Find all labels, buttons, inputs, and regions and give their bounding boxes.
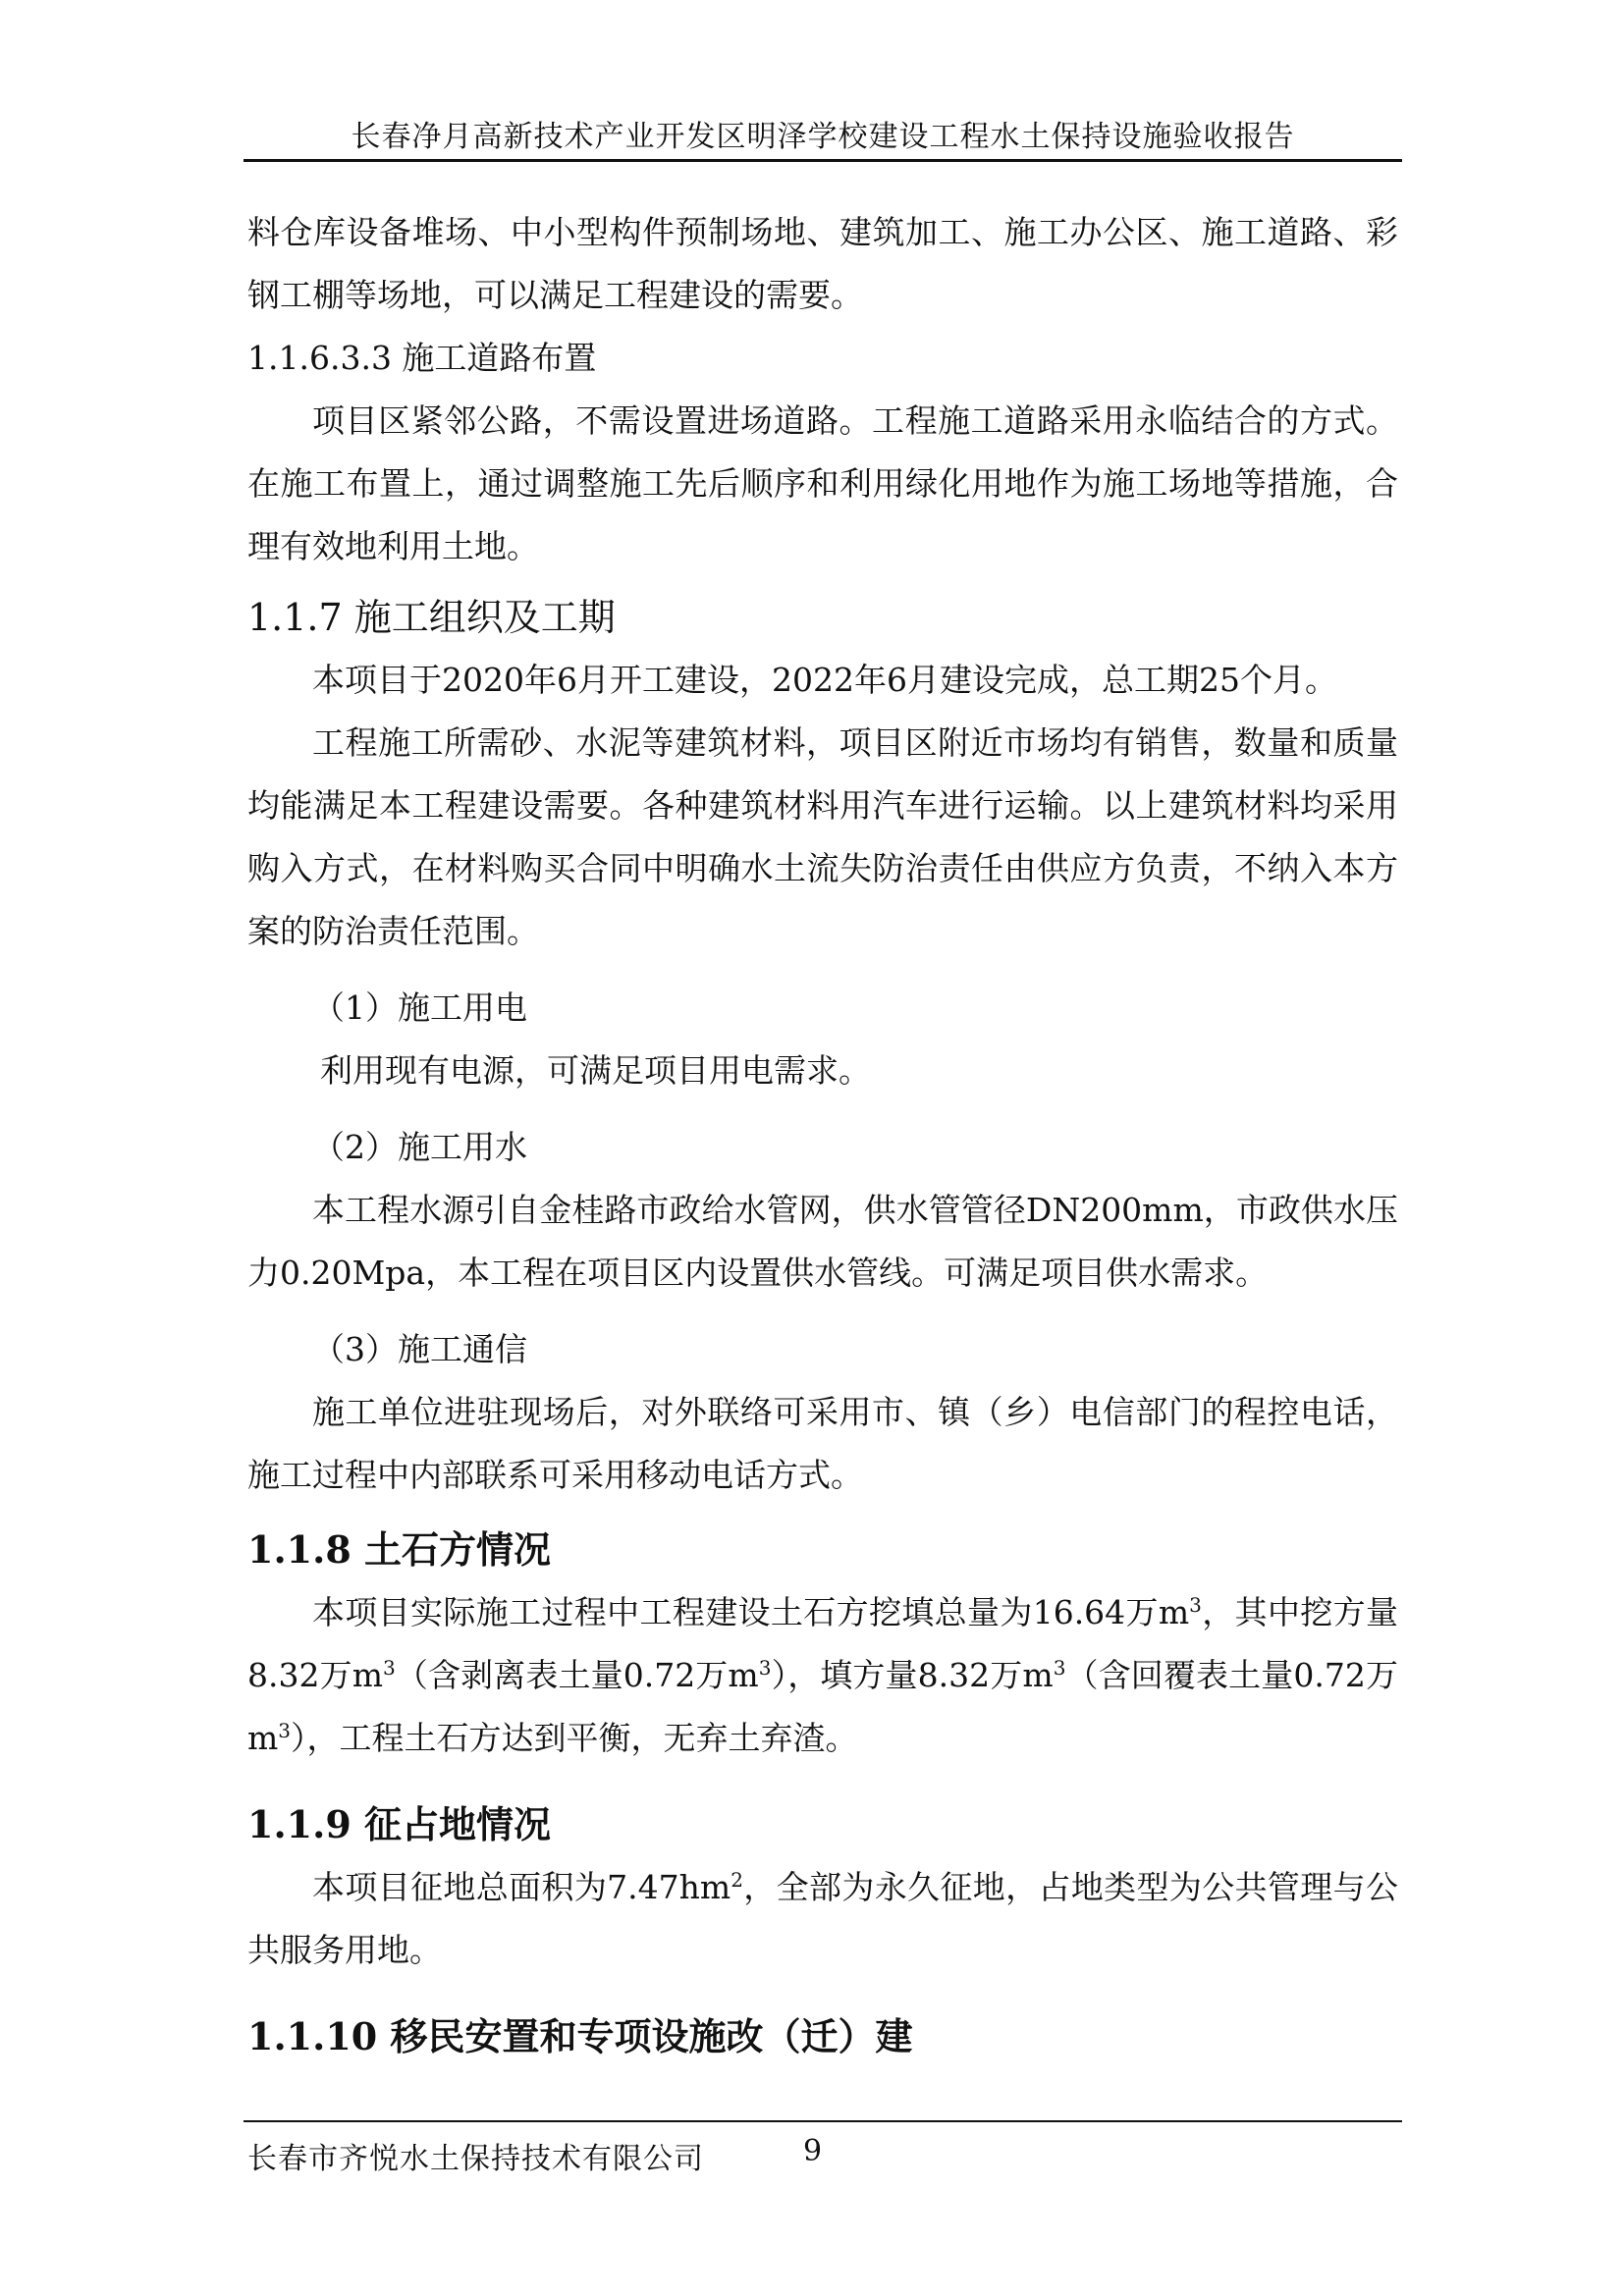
superscript-3: 3 — [758, 1656, 772, 1680]
footer-company: 长春市齐悦水土保持技术有限公司 — [247, 2142, 704, 2176]
paragraph-water: 本工程水源引自金桂路市政给水管网，供水管管径DN200mm，市政供水压力0.20Mpa，本工程在项目区内设置供水管线。可满足项目供水需求。 — [247, 1191, 1398, 1292]
superscript-3: 3 — [1053, 1656, 1066, 1680]
superscript-3: 3 — [383, 1656, 396, 1680]
paragraph-materials: 工程施工所需砂、水泥等建筑材料，项目区附近市场均有销售，数量和质量均能满足本工程建设需要。各种建筑材料用汽车进行运输。以上建筑材料均采用购入方式，在材料购买合同中明确水土流失防治责任由供应方负责，不纳入本方案的防治责任范围。 — [247, 723, 1398, 950]
land-text-b: ，全部为永久征地，占地类型为公共管理与公共服务用地。 — [247, 1868, 1398, 1969]
heading-1-1-7: 1.1.7 施工组织及工期 — [247, 596, 616, 639]
earthwork-text-d: ），填方量8.32万m — [771, 1656, 1054, 1694]
earthwork-text-a: 本项目实际施工过程中工程建设土石方挖填总量为16.64万m — [312, 1593, 1190, 1631]
earthwork-text-c: （含剥离表土量0.72万m — [395, 1656, 759, 1694]
footer-rule — [244, 2120, 1402, 2122]
land-text-a: 本项目征地总面积为7.47hm — [312, 1868, 731, 1906]
paragraph-schedule: 本项目于2020年6月开工建设，2022年6月建设完成，总工期25个月。 — [312, 661, 1337, 699]
paragraph-land — [247, 1856, 1398, 1982]
heading-1-1-6-3-3: 1.1.6.3.3 施工道路布置 — [247, 339, 597, 377]
header-rule — [244, 159, 1402, 162]
superscript-2: 2 — [731, 1868, 743, 1892]
document-body — [247, 201, 1398, 2068]
paragraph-intro: 料仓库设备堆场、中小型构件预制场地、建筑加工、施工办公区、施工道路、彩钢工棚等场地，可以满足工程建设的需要。 — [247, 213, 1398, 314]
heading-1-1-8: 1.1.8 土石方情况 — [247, 1527, 552, 1572]
heading-1-1-10: 1.1.10 移民安置和专项设施改（迁）建 — [247, 2014, 913, 2058]
paragraph-earthwork — [247, 1581, 1398, 1770]
superscript-3: 3 — [278, 1719, 292, 1742]
item-comm: （3）施工通信 — [312, 1330, 527, 1368]
item-power: （1）施工用电 — [312, 988, 527, 1027]
paragraph-comm: 施工单位进驻现场后，对外联络可采用市、镇（乡）电信部门的程控电话，施工过程中内部联系可采用移动电话方式。 — [247, 1393, 1398, 1494]
heading-1-1-9: 1.1.9 征占地情况 — [247, 1802, 552, 1846]
earthwork-text-b: ，其中挖方量8.32万m — [247, 1593, 1399, 1694]
item-water: （2）施工用水 — [312, 1128, 527, 1166]
superscript-3: 3 — [1189, 1593, 1202, 1617]
page-header-title: 长春净月高新技术产业开发区明泽学校建设工程水土保持设施验收报告 — [351, 120, 1295, 154]
paragraph-power: 利用现有电源，可满足项目用电需求。 — [320, 1051, 871, 1090]
earthwork-text-e: （含回覆表土量0.72万m — [247, 1656, 1398, 1757]
page-number: 9 — [803, 2134, 823, 2168]
earthwork-text-f: ），工程土石方达到平衡，无弃土弃渣。 — [291, 1719, 858, 1757]
paragraph-road: 项目区紧邻公路，不需设置进场道路。工程施工道路采用永临结合的方式。在施工布置上，通过调整施工先后顺序和利用绿化用地作为施工场地等措施，合理有效地利用土地。 — [247, 401, 1398, 565]
